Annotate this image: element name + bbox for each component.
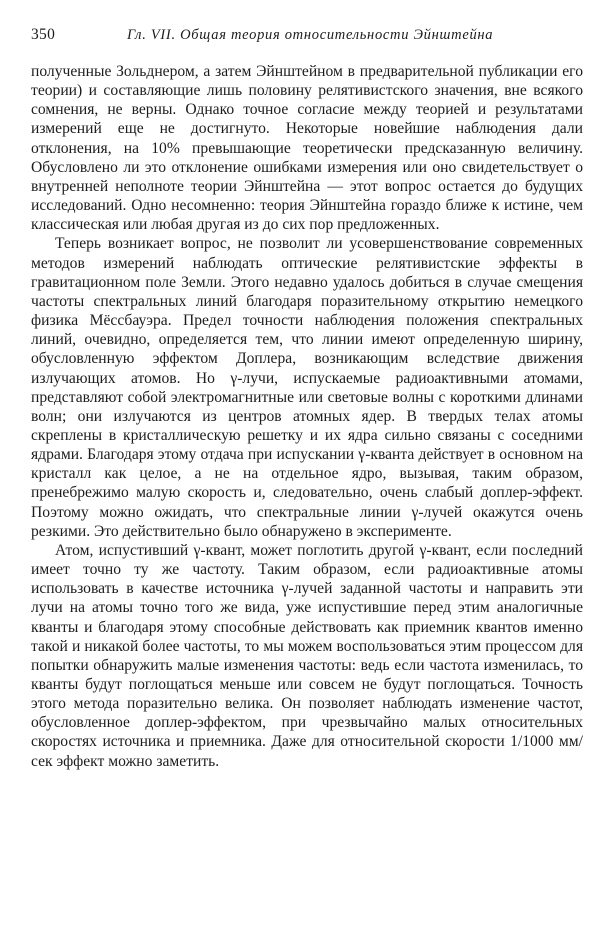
paragraph-gamma-absorption: Атом, испустивший γ-квант, может поглотить другой γ-квант, если последний имеет точно ту же частоту. Таким образом, если радиоактивные атомы использовать в качестве источника γ-лучей заданной частоты и направить эти лучи на атомы точно того же вида, уже испустившие перед этим аналогичные кванты и благодаря этому способные действовать как приемник квантов именно такой и никакой более частоты, то мы можем воспользоваться этим процессом для попытки обнаружить малые изменения частоты: ведь если частота изменилась, то кванты будут поглощаться меньше или совсем не будут поглощаться. Точность этого метода поразительно велика. Он позволяет наблюдать изменение частот, обусловленное доплер-эффектом, при чрезвычайно малых относительных скоростях источника и приемника. Даже для относительной скорости 1/1000 мм/сек эффект можно заметить. (31, 541, 583, 770)
page-number: 350 (31, 26, 56, 43)
running-head (31, 26, 583, 48)
paragraph-mossbauer-effect: Теперь возникает вопрос, не позволит ли усовершенствование современных методов измерений наблюдать оптические релятивистские эффекты в гравитационном поле Земли. Этого недавно удалось добиться в случае смещения частоты спектральных линий благодаря поразительному открытию немецкого физика Мёссбауэра. Предел точности наблюдения положения спектральных линий, очевидно, определяется тем, что линии имеют определенную ширину, обусловленную эффектом Доплера, возникающим вследствие движения излучающих атомов. Но γ-лучи, испускаемые радиоактивными атомами, представляют собой электромагнитные или световые волны с короткими длинами волн; они излучаются из центров атомных ядер. В твердых телах атомы скреплены в кристаллическую решетку и их ядра сильно связаны с соседними ядрами. Благодаря этому отдача при испускании γ-кванта действует в основном на кристалл как целое, а не на отдельное ядро, вызывая, таким образом, пренебрежимо малую скорость и, следовательно, очень слабый доплер-эффект. Поэтому можно ожидать, что спектральные линии γ-лучей окажутся очень резкими. Это действительно было обнаружено в эксперименте. (31, 235, 583, 540)
chapter-title: Гл. VII. Общая теория относительности Эйнштейна (127, 27, 494, 43)
body-text (31, 62, 583, 771)
paragraph-continued: полученные Зольднером, а затем Эйнштейном в предварительной публикации его теории) и составляющие лишь половину релятивистского значения, вне всякого сомнения, не верны. Однако точное согласие между теорией и результатами измерений еще не достигнуто. Некоторые новейшие наблюдения дали отклонения, на 10% превышающие теоретически предсказанную величину. Обусловлено ли это отклонение ошибками измерения или оно свидетельствует о внутренней неполноте теории Эйнштейна — этот вопрос остается до будущих исследований. Одно несомненно: теория Эйнштейна гораздо ближе к истине, чем классическая или любая другая из до сих пор предложенных. (31, 63, 583, 234)
